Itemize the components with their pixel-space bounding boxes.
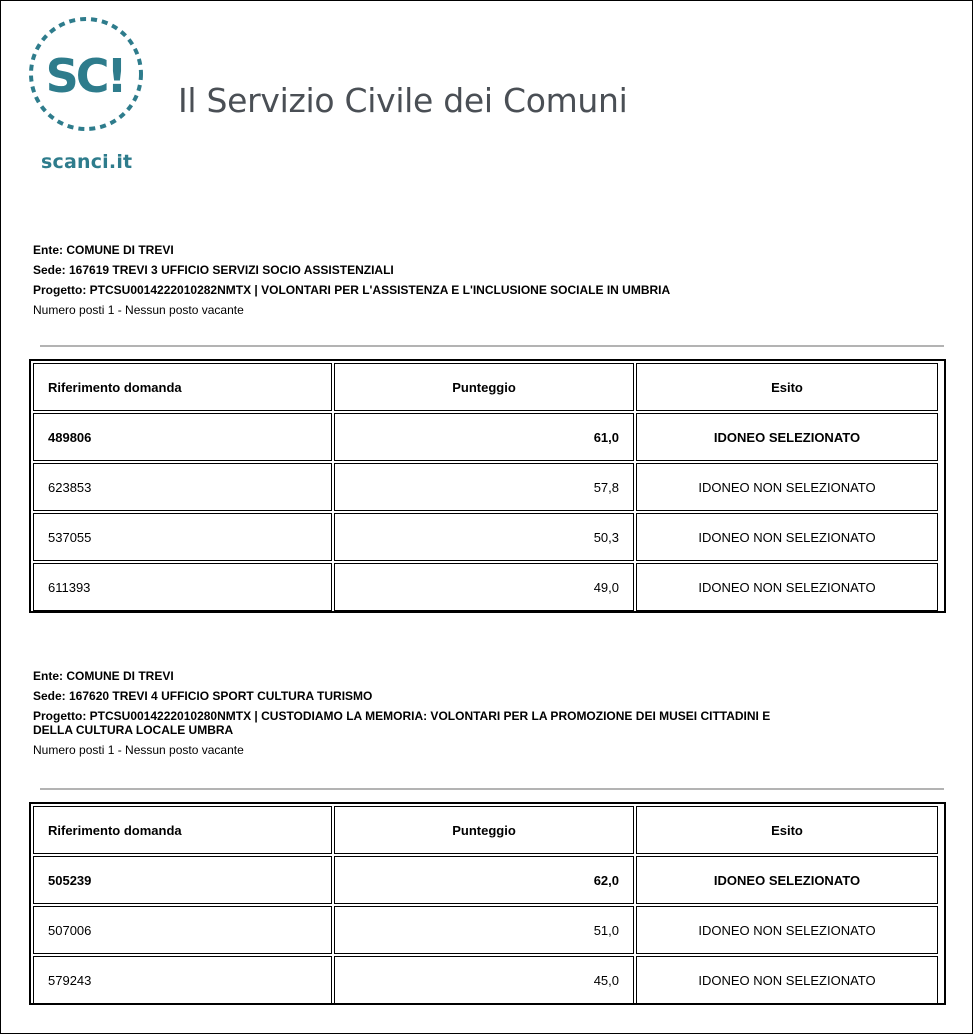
progetto-label: Progetto: PTCSU0014222010280NMTX | CUSTODIAMO LA MEMORIA: VOLONTARI PER LA PROMOZIONE DEI MUSEI CITTADINI E	[33, 709, 771, 723]
posti-label: Numero posti 1 - Nessun posto vacante	[33, 743, 244, 757]
esito-cell: IDONEO NON SELEZIONATO	[636, 563, 938, 611]
sede-label: Sede: 167620 TREVI 4 UFFICIO SPORT CULTURA TURISMO	[33, 689, 373, 703]
esito-cell: IDONEO SELEZIONATO	[636, 856, 938, 904]
column-header-esito: Esito	[636, 806, 938, 854]
posti-label: Numero posti 1 - Nessun posto vacante	[33, 303, 244, 317]
progetto-label: Progetto: PTCSU0014222010282NMTX | VOLONTARI PER L'ASSISTENZA E L'INCLUSIONE SOCIALE IN UMBRIA	[33, 283, 671, 297]
riferimento-cell: 489806	[33, 413, 332, 461]
logo-mark: SC!	[45, 49, 125, 103]
riferimento-cell: 505239	[33, 856, 332, 904]
column-header-riferimento: Riferimento domanda	[33, 363, 332, 411]
punteggio-cell: 57,8	[334, 463, 634, 511]
site-title: Il Servizio Civile dei Comuni	[178, 81, 628, 120]
riferimento-cell: 507006	[33, 906, 332, 954]
table-row	[32, 905, 943, 955]
logo-caption: scanci.it	[41, 151, 133, 173]
punteggio-cell: 51,0	[334, 906, 634, 954]
column-header-punteggio: Punteggio	[334, 363, 634, 411]
table-row	[32, 462, 943, 512]
punteggio-cell: 50,3	[334, 513, 634, 561]
punteggio-cell: 62,0	[334, 856, 634, 904]
table-row	[32, 855, 943, 905]
punteggio-cell: 49,0	[334, 563, 634, 611]
punteggio-cell: 61,0	[334, 413, 634, 461]
column-header-esito: Esito	[636, 363, 938, 411]
riferimento-cell: 611393	[33, 563, 332, 611]
table-header-row	[32, 362, 943, 412]
results-table-1	[29, 359, 946, 613]
progetto-label-continued: DELLA CULTURA LOCALE UMBRA	[33, 723, 234, 737]
esito-cell: IDONEO NON SELEZIONATO	[636, 906, 938, 954]
esito-cell: IDONEO NON SELEZIONATO	[636, 513, 938, 561]
esito-cell: IDONEO SELEZIONATO	[636, 413, 938, 461]
sede-label: Sede: 167619 TREVI 3 UFFICIO SERVIZI SOCIO ASSISTENZIALI	[33, 263, 394, 277]
results-table-2	[29, 802, 946, 1005]
table-row	[32, 512, 943, 562]
divider	[40, 788, 944, 790]
section-2-info	[33, 669, 948, 763]
table-header-row	[32, 805, 943, 855]
divider	[40, 345, 944, 347]
table-row	[32, 412, 943, 462]
riferimento-cell: 623853	[33, 463, 332, 511]
table-row	[32, 955, 943, 1005]
column-header-punteggio: Punteggio	[334, 806, 634, 854]
riferimento-cell: 537055	[33, 513, 332, 561]
riferimento-cell: 579243	[33, 956, 332, 1004]
ente-label: Ente: COMUNE DI TREVI	[33, 669, 174, 683]
esito-cell: IDONEO NON SELEZIONATO	[636, 956, 938, 1004]
column-header-riferimento: Riferimento domanda	[33, 806, 332, 854]
table-row	[32, 562, 943, 612]
punteggio-cell: 45,0	[334, 956, 634, 1004]
section-1-info	[33, 243, 948, 323]
ente-label: Ente: COMUNE DI TREVI	[33, 243, 174, 257]
esito-cell: IDONEO NON SELEZIONATO	[636, 463, 938, 511]
